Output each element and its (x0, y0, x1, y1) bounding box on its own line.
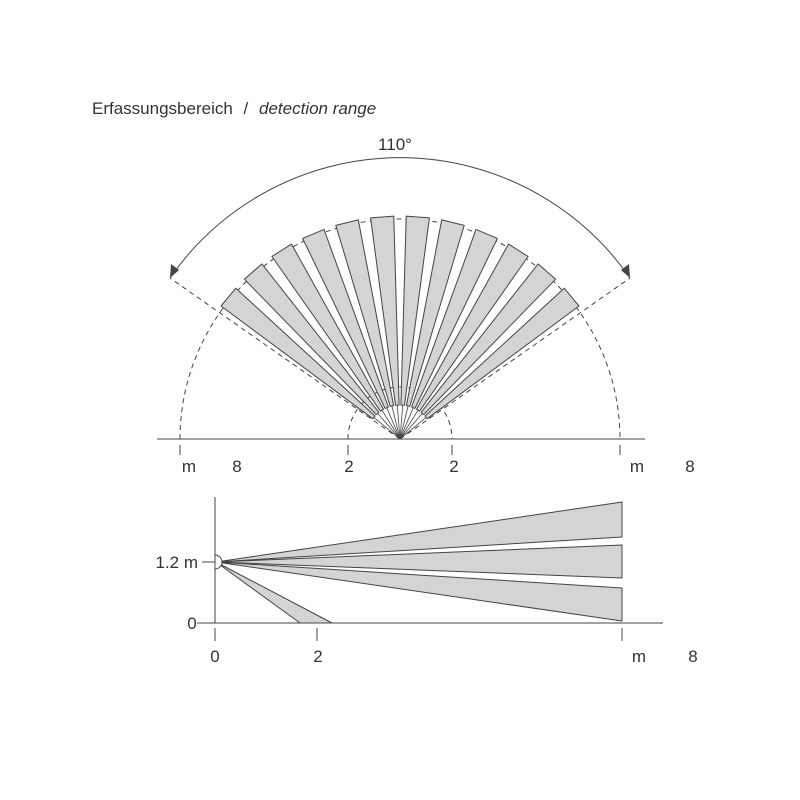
zone-apex-line (400, 410, 418, 439)
title-german: Erfassungsbereich (92, 99, 233, 118)
mount-height-label: 1.2 m (155, 553, 198, 572)
outer-range-arc (180, 219, 620, 439)
angle-dimension-arc (170, 158, 630, 278)
title-separator: / (243, 99, 249, 118)
top-view (157, 135, 695, 476)
top-axis-unit-right: m (629, 457, 645, 476)
top-detection-zones (221, 216, 579, 439)
side-x-label-0: 0 (210, 647, 220, 666)
top-axis-label-right-2: 2 (449, 457, 459, 476)
zone-apex-line (400, 417, 426, 439)
top-axis-label-left-8: 8 (232, 457, 242, 476)
side-x-label-8: 8 (688, 647, 698, 666)
top-axis-label-left-2: 2 (344, 457, 354, 476)
angle-label: 110° (378, 135, 412, 154)
side-x-unit: m (631, 647, 647, 666)
title-english: detection range (259, 99, 377, 118)
side-y-zero-label: 0 (187, 614, 197, 633)
top-axis-unit-left: m (181, 457, 197, 476)
angle-arrowhead-left (170, 264, 179, 278)
sensor-lens (215, 555, 222, 569)
angle-arrowhead-right (621, 264, 630, 278)
zone-apex-line (382, 410, 400, 439)
side-x-label-2: 2 (313, 647, 323, 666)
zone-apex-line (374, 417, 400, 439)
side-view (155, 497, 697, 666)
top-axis-label-right-8: 8 (685, 457, 695, 476)
